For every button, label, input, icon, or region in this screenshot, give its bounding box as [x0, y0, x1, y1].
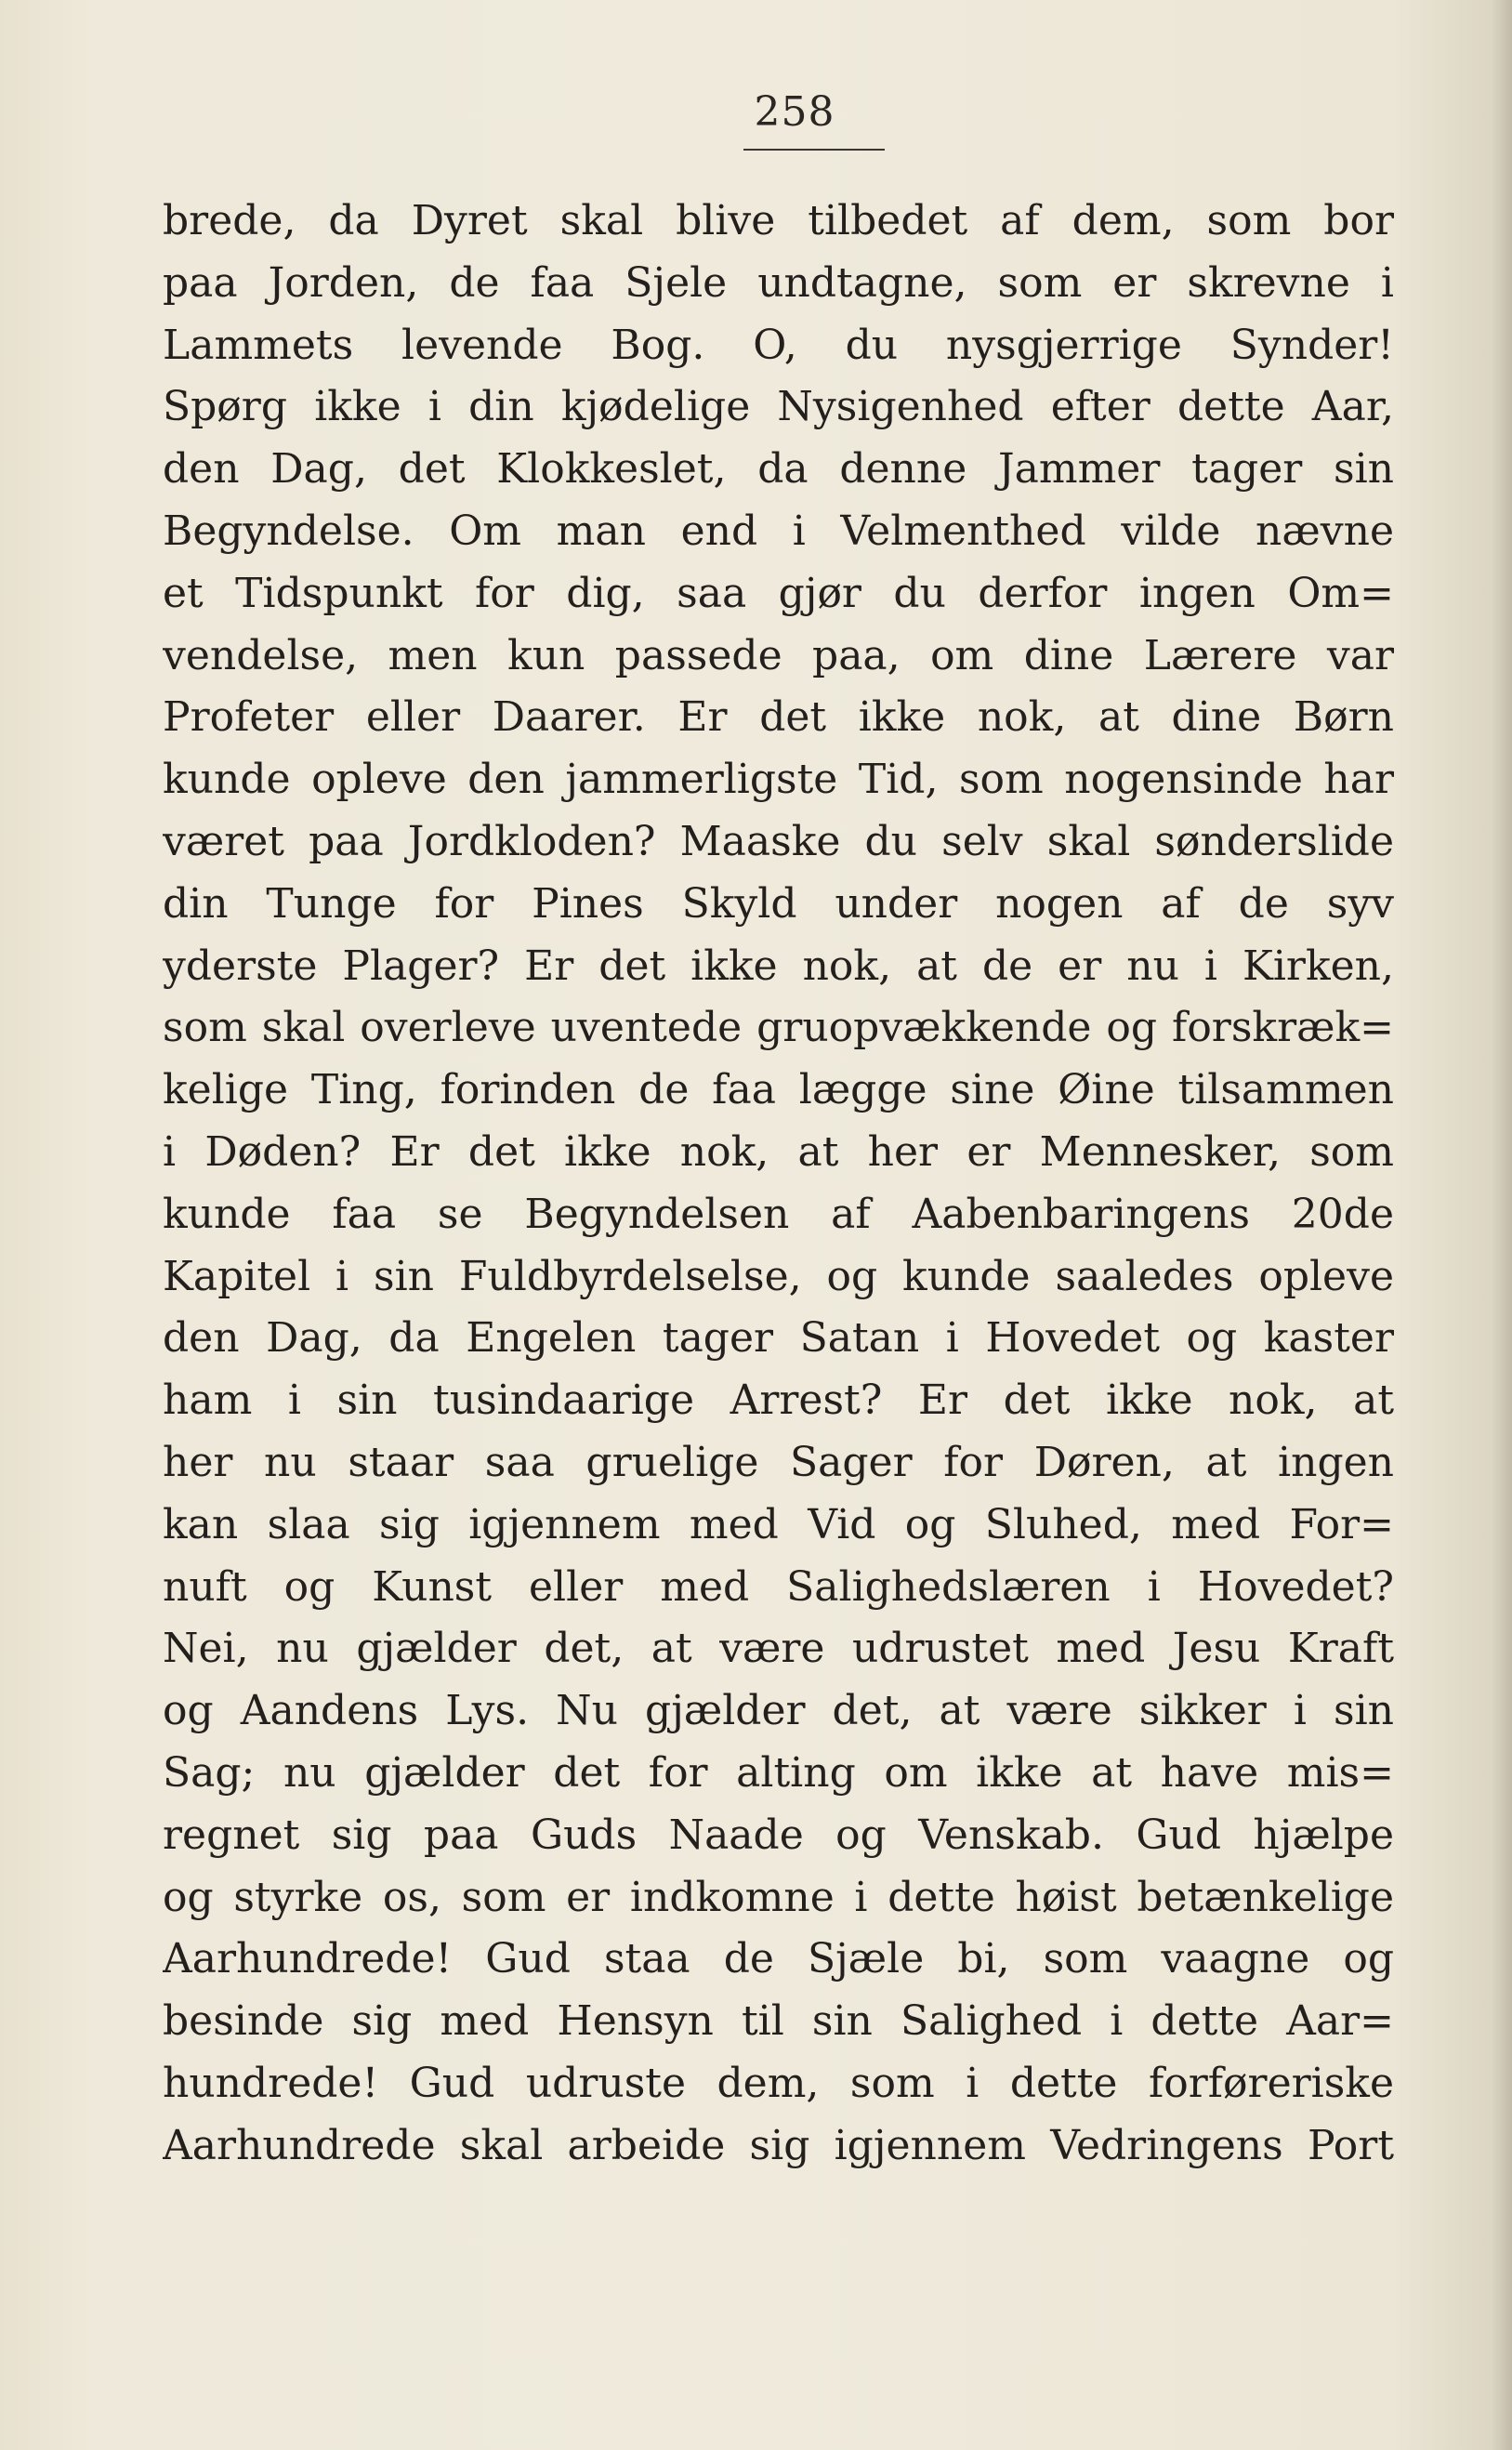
text-line: Spørg ikke i din kjødelige Nysigenhed efter dette Aar,: [163, 383, 1394, 431]
text-line: yderste Plager? Er det ikke nok, at de er nu i Kirken,: [163, 942, 1394, 990]
text-line: den Dag, det Klokkeslet, da denne Jammer tager sin: [163, 445, 1394, 494]
text-line: kunde opleve den jammerligste Tid, som nogensinde har: [163, 756, 1394, 804]
text-line: Lammets levende Bog. O, du nysgjerrige Synder!: [163, 321, 1394, 369]
text-line: hundrede! Gud udruste dem, som i dette forføreriske: [163, 2059, 1394, 2107]
text-line: kunde faa se Begyndelsen af Aabenbaringens 20de: [163, 1190, 1394, 1238]
text-line: Begyndelse. Om man end i Velmenthed vilde nævne: [163, 507, 1394, 555]
text-line: brede, da Dyret skal blive tilbedet af dem, som bor: [163, 197, 1394, 244]
text-line: besinde sig med Hensyn til sin Salighed i dette Aar=: [163, 1997, 1394, 2046]
text-line: som skal overleve uventede gruopvækkende og forskræk=: [163, 1004, 1394, 1052]
text-line: vendelse, men kun passede paa, om dine Lærere var: [163, 631, 1394, 679]
text-line: været paa Jordkloden? Maaske du selv skal sønderslide: [163, 817, 1394, 865]
body-text: [163, 191, 1394, 2178]
text-line: og styrke os, som er indkomne i dette høist betænkelige: [163, 1873, 1394, 1921]
page-number-rule: [743, 149, 885, 151]
text-line: Aarhundrede! Gud staa de Sjæle bi, som vaagne og: [163, 1935, 1394, 1983]
text-line: paa Jorden, de faa Sjele undtagne, som er skrevne i: [163, 258, 1394, 307]
text-line: ham i sin tusindaarige Arrest? Er det ikke nok, at: [163, 1376, 1394, 1425]
text-line: nuft og Kunst eller med Salighedslæren i Hovedet?: [163, 1562, 1394, 1611]
text-line: et Tidspunkt for dig, saa gjør du derfor ingen Om=: [163, 569, 1394, 617]
text-line: Sag; nu gjælder det for alting om ikke at have mis=: [163, 1748, 1394, 1797]
text-line: Kapitel i sin Fuldbyrdelselse, og kunde saaledes opleve: [163, 1252, 1394, 1300]
text-line: Aarhundrede skal arbeide sig igjennem Vedringens Port: [163, 2121, 1394, 2169]
text-line: Nei, nu gjælder det, at være udrustet med Jesu Kraft: [163, 1625, 1394, 1673]
text-line: kelige Ting, forinden de faa lægge sine Øine tilsammen: [163, 1066, 1394, 1114]
text-line: kan slaa sig igjennem med Vid og Sluhed, med For=: [163, 1500, 1394, 1548]
text-line: og Aandens Lys. Nu gjælder det, at være sikker i sin: [163, 1687, 1394, 1735]
text-line: Profeter eller Daarer. Er det ikke nok, at dine Børn: [163, 693, 1394, 742]
text-line: i Døden? Er det ikke nok, at her er Mennesker, som: [163, 1127, 1394, 1176]
page-number: 258: [754, 88, 835, 136]
text-line: regnet sig paa Guds Naade og Venskab. Gud hjælpe: [163, 1811, 1394, 1859]
text-line: her nu staar saa gruelige Sager for Døren, at ingen: [163, 1438, 1394, 1486]
page-edge-shadow: [1492, 0, 1512, 2450]
text-line: den Dag, da Engelen tager Satan i Hovedet og kaster: [163, 1314, 1394, 1363]
text-line: din Tunge for Pines Skyld under nogen af de syv: [163, 879, 1394, 928]
